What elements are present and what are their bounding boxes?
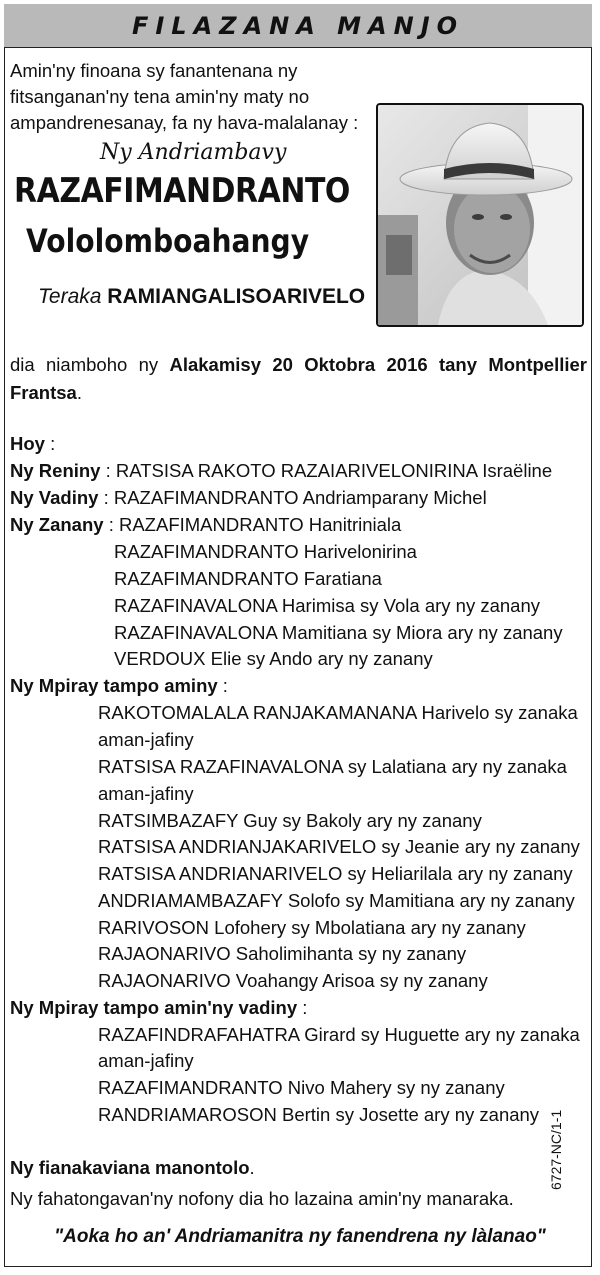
- mother-value: : RATSISA RAKOTO RAZAIARIVELONIRINA Israëline: [100, 460, 553, 481]
- husband-label: Ny Vadiny: [10, 487, 99, 508]
- list-item: VERDOUX Elie sy Ando ary ny zanany: [114, 648, 433, 669]
- hoy-line: [10, 431, 55, 457]
- death-suffix: .: [76, 382, 82, 403]
- list-item: aman-jafiny: [98, 729, 194, 750]
- husband-line: [10, 485, 487, 511]
- list-item: RAZAFINDRAFAHATRA Girard sy Huguette ary ny zanaka: [98, 1024, 580, 1045]
- children-line: [10, 512, 401, 538]
- list-item: RATSISA ANDRIANJAKARIVELO sy Jeanie ary ny zanany: [98, 836, 580, 857]
- notice-header: [4, 4, 592, 48]
- hoy-sep: :: [44, 433, 56, 454]
- siblings-line: [10, 673, 228, 699]
- relatives-suffix: .: [249, 1157, 255, 1178]
- deceased-photo: [376, 103, 584, 327]
- list-item: RAJAONARIVO Voahangy Arisoa sy ny zanany: [98, 970, 488, 991]
- husband-siblings-label: Ny Mpiray tampo amin'ny vadiny: [10, 997, 298, 1018]
- relatives-line: [10, 1155, 255, 1181]
- siblings-label: Ny Mpiray tampo aminy: [10, 675, 218, 696]
- reference-code: 6727-NC/1-1: [548, 1109, 564, 1190]
- husband-siblings-line: [10, 995, 307, 1021]
- list-item: aman-jafiny: [98, 783, 194, 804]
- spouse-name: RAMIANGALISOARIVELO: [107, 285, 366, 308]
- spouse-line: [38, 284, 365, 310]
- closing-quote: "Aoka ho an' Andriamanitra ny fanendrena ny làlanao": [54, 1226, 546, 1247]
- intro-text: Amin'ny finoana sy fanantenana ny fitsanganan'ny tena amin'ny maty no ampandrenesanay, fa ny hava-malalanay :: [10, 60, 359, 133]
- honorific: Ny Andriambavy: [100, 140, 287, 165]
- list-item: RAZAFIMANDRANTO Nivo Mahery sy ny zanany: [98, 1077, 505, 1098]
- husband-siblings-sep: :: [297, 997, 308, 1018]
- deceased-surname: RAZAFIMANDRANTO: [14, 171, 350, 211]
- deceased-given-name: Vololomboahangy: [26, 222, 310, 260]
- list-item: RAKOTOMALALA RANJAKAMANANA Harivelo sy zanaka: [98, 702, 578, 723]
- list-item: ANDRIAMAMBAZAFY Solofo sy Mamitiana ary ny zanany: [98, 890, 575, 911]
- list-item: RAZAFINAVALONA Harimisa sy Vola ary ny zanany: [114, 595, 540, 616]
- death-prefix: dia niamboho ny: [10, 354, 170, 375]
- list-item: RATSISA ANDRIANARIVELO sy Heliarilala ary ny zanany: [98, 863, 573, 884]
- husband-value: : RAZAFIMANDRANTO Andriamparany Michel: [98, 487, 487, 508]
- list-item: RARIVOSON Lofohery sy Mbolatiana ary ny zanany: [98, 917, 526, 938]
- spouse-prefix: Teraka: [38, 285, 102, 308]
- mother-line: [10, 458, 552, 484]
- list-item: RAZAFIMANDRANTO Faratiana: [114, 568, 382, 589]
- siblings-sep: :: [217, 675, 228, 696]
- hoy-label: Hoy: [10, 433, 45, 454]
- mother-label: Ny Reniny: [10, 460, 101, 481]
- children-label: Ny Zanany: [10, 514, 104, 535]
- notice-title: FILAZANA MANJO: [131, 11, 465, 40]
- list-item: RATSISA RAZAFINAVALONA sy Lalatiana ary ny zanaka: [98, 756, 567, 777]
- portrait-image: [378, 105, 582, 325]
- list-item: aman-jafiny: [98, 1050, 194, 1071]
- list-item: RATSIMBAZAFY Guy sy Bakoly ary ny zanany: [98, 810, 482, 831]
- death-date-place: Alakamisy 20 Oktobra 2016 tany Montpellier Frantsa: [10, 354, 587, 403]
- relatives-label: Ny fianakaviana manontolo: [10, 1157, 250, 1178]
- list-item: RANDRIAMAROSON Bertin sy Josette ary ny zanany: [98, 1104, 540, 1125]
- burial-notice: Ny fahatongavan'ny nofony dia ho lazaina amin'ny manaraka.: [10, 1188, 514, 1209]
- list-item: RAJAONARIVO Saholimihanta sy ny zanany: [98, 943, 467, 964]
- list-item: RAZAFIMANDRANTO Harivelonirina: [114, 541, 417, 562]
- list-item: RAZAFINAVALONA Mamitiana sy Miora ary ny zanany: [114, 622, 563, 643]
- death-notice: [10, 351, 587, 407]
- children-first: : RAZAFIMANDRANTO Hanitriniala: [103, 514, 402, 535]
